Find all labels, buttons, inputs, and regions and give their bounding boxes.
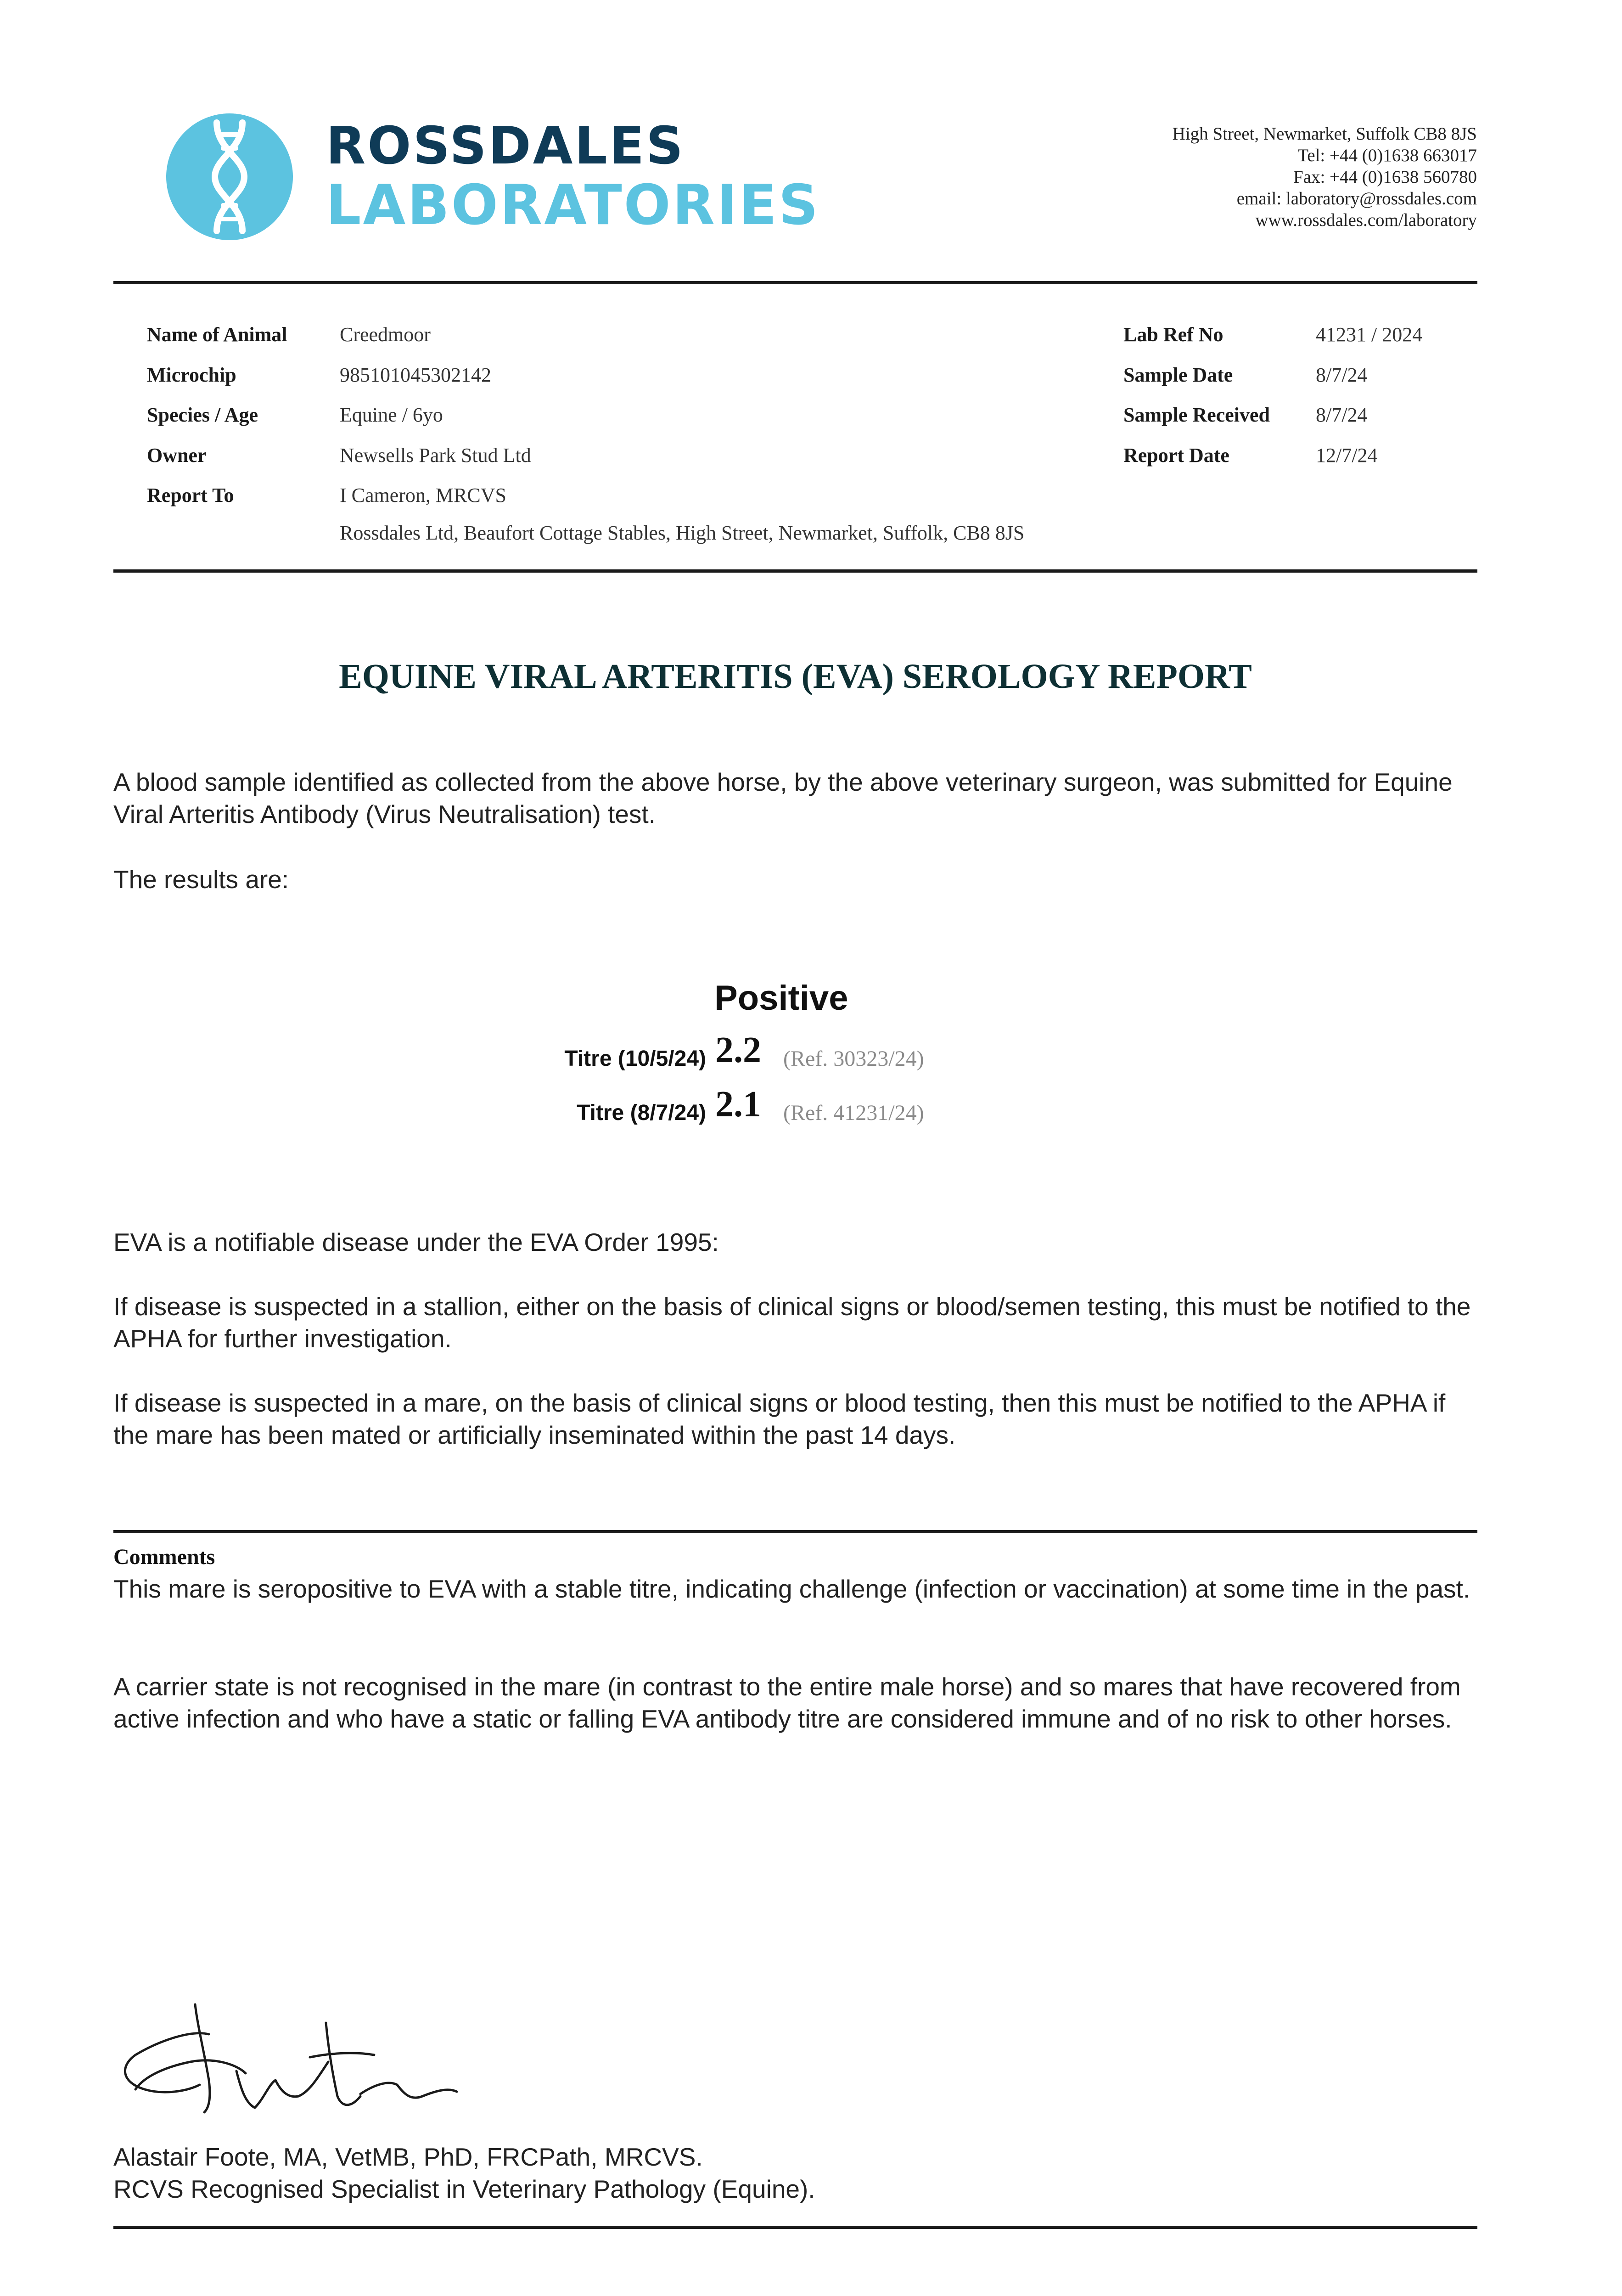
detail-value-microchip: 985101045302142 [340, 364, 491, 386]
detail-label-owner: Owner [147, 444, 207, 467]
detail-label-report-to: Report To [147, 484, 234, 506]
comments-divider [113, 1530, 1477, 1533]
results-lead: The results are: [113, 865, 289, 894]
intro-paragraph: A blood sample identified as collected from the above horse, by the above veterinary surgeon, was submitted for Equine Viral Arteritis Antibody (Virus Neutralisation) test. [113, 768, 1453, 828]
titre-ref-2: (Ref. 41231/24) [783, 1101, 924, 1125]
contact-website: www.rossdales.com/laboratory [1255, 210, 1477, 230]
signature-image [117, 1998, 475, 2122]
detail-value-sample-date: 8/7/24 [1316, 364, 1368, 386]
contact-tel: Tel: +44 (0)1638 663017 [1297, 146, 1477, 165]
detail-value-name: Creedmoor [340, 323, 431, 346]
report-title: EQUINE VIRAL ARTERITIS (EVA) SEROLOGY REPORT [339, 657, 1252, 696]
detail-value-report-to-address: Rossdales Ltd, Beaufort Cottage Stables, High Street, Newmarket, Suffolk, CB8 8JS [340, 522, 1025, 544]
footer-divider [113, 2226, 1477, 2229]
detail-value-sample-received: 8/7/24 [1316, 404, 1368, 426]
signatory-name: Alastair Foote, MA, VetMB, PhD, FRCPath, MRCVS. [113, 2143, 703, 2171]
detail-label-report-date: Report Date [1123, 444, 1229, 467]
titre-value-2: 2.1 [715, 1084, 761, 1125]
titre-value-1: 2.2 [715, 1030, 761, 1070]
dna-logo-icon [165, 113, 294, 241]
mare-paragraph: If disease is suspected in a mare, on the basis of clinical signs or blood testing, then this must be notified to the APHA if the mare has been mated or artificially inseminated within the past 14 days. [113, 1389, 1446, 1449]
signatory-title: RCVS Recognised Specialist in Veterinary Pathology (Equine). [113, 2175, 815, 2203]
details-divider [113, 569, 1477, 573]
detail-value-report-to: I Cameron, MRCVS [340, 484, 506, 506]
detail-label-lab-ref: Lab Ref No [1123, 323, 1224, 346]
comments-paragraph-1: This mare is seropositive to EVA with a stable titre, indicating challenge (infection or vaccination) at some time in the past. [113, 1575, 1470, 1603]
detail-label-sample-date: Sample Date [1123, 364, 1233, 386]
detail-label-name: Name of Animal [147, 323, 287, 346]
detail-label-microchip: Microchip [147, 364, 236, 386]
detail-label-sample-received: Sample Received [1123, 404, 1270, 426]
result-status: Positive [714, 979, 848, 1018]
stallion-paragraph: If disease is suspected in a stallion, either on the basis of clinical signs or blood/semen testing, this must be notified to the APHA for further investigation. [113, 1292, 1471, 1353]
detail-value-species-age: Equine / 6yo [340, 404, 443, 426]
contact-email: email: laboratory@rossdales.com [1236, 189, 1477, 208]
comments-paragraph-2: A carrier state is not recognised in the mare (in contrast to the entire male horse) and so mares that have recovered from active infection and who have a static or falling EVA antibody titre are considered immune and of no risk to other horses. [113, 1672, 1461, 1733]
contact-address: High Street, Newmarket, Suffolk CB8 8JS [1172, 124, 1477, 144]
titre-label-1: Titre (10/5/24) [564, 1047, 706, 1071]
header-divider [113, 281, 1477, 284]
detail-value-lab-ref: 41231 / 2024 [1316, 323, 1423, 346]
brand-name-line1: ROSSDALES [326, 116, 685, 176]
notifiable-paragraph: EVA is a notifiable disease under the EVA Order 1995: [113, 1228, 719, 1256]
brand-name-line2: LABORATORIES [326, 174, 820, 237]
titre-label-2: Titre (8/7/24) [577, 1101, 706, 1125]
contact-block [1173, 123, 1477, 231]
titre-ref-1: (Ref. 30323/24) [783, 1047, 924, 1071]
detail-value-owner: Newsells Park Stud Ltd [340, 444, 531, 467]
detail-value-report-date: 12/7/24 [1316, 444, 1378, 467]
contact-fax: Fax: +44 (0)1638 560780 [1293, 167, 1477, 187]
comments-heading: Comments [113, 1545, 215, 1569]
detail-label-species-age: Species / Age [147, 404, 258, 426]
